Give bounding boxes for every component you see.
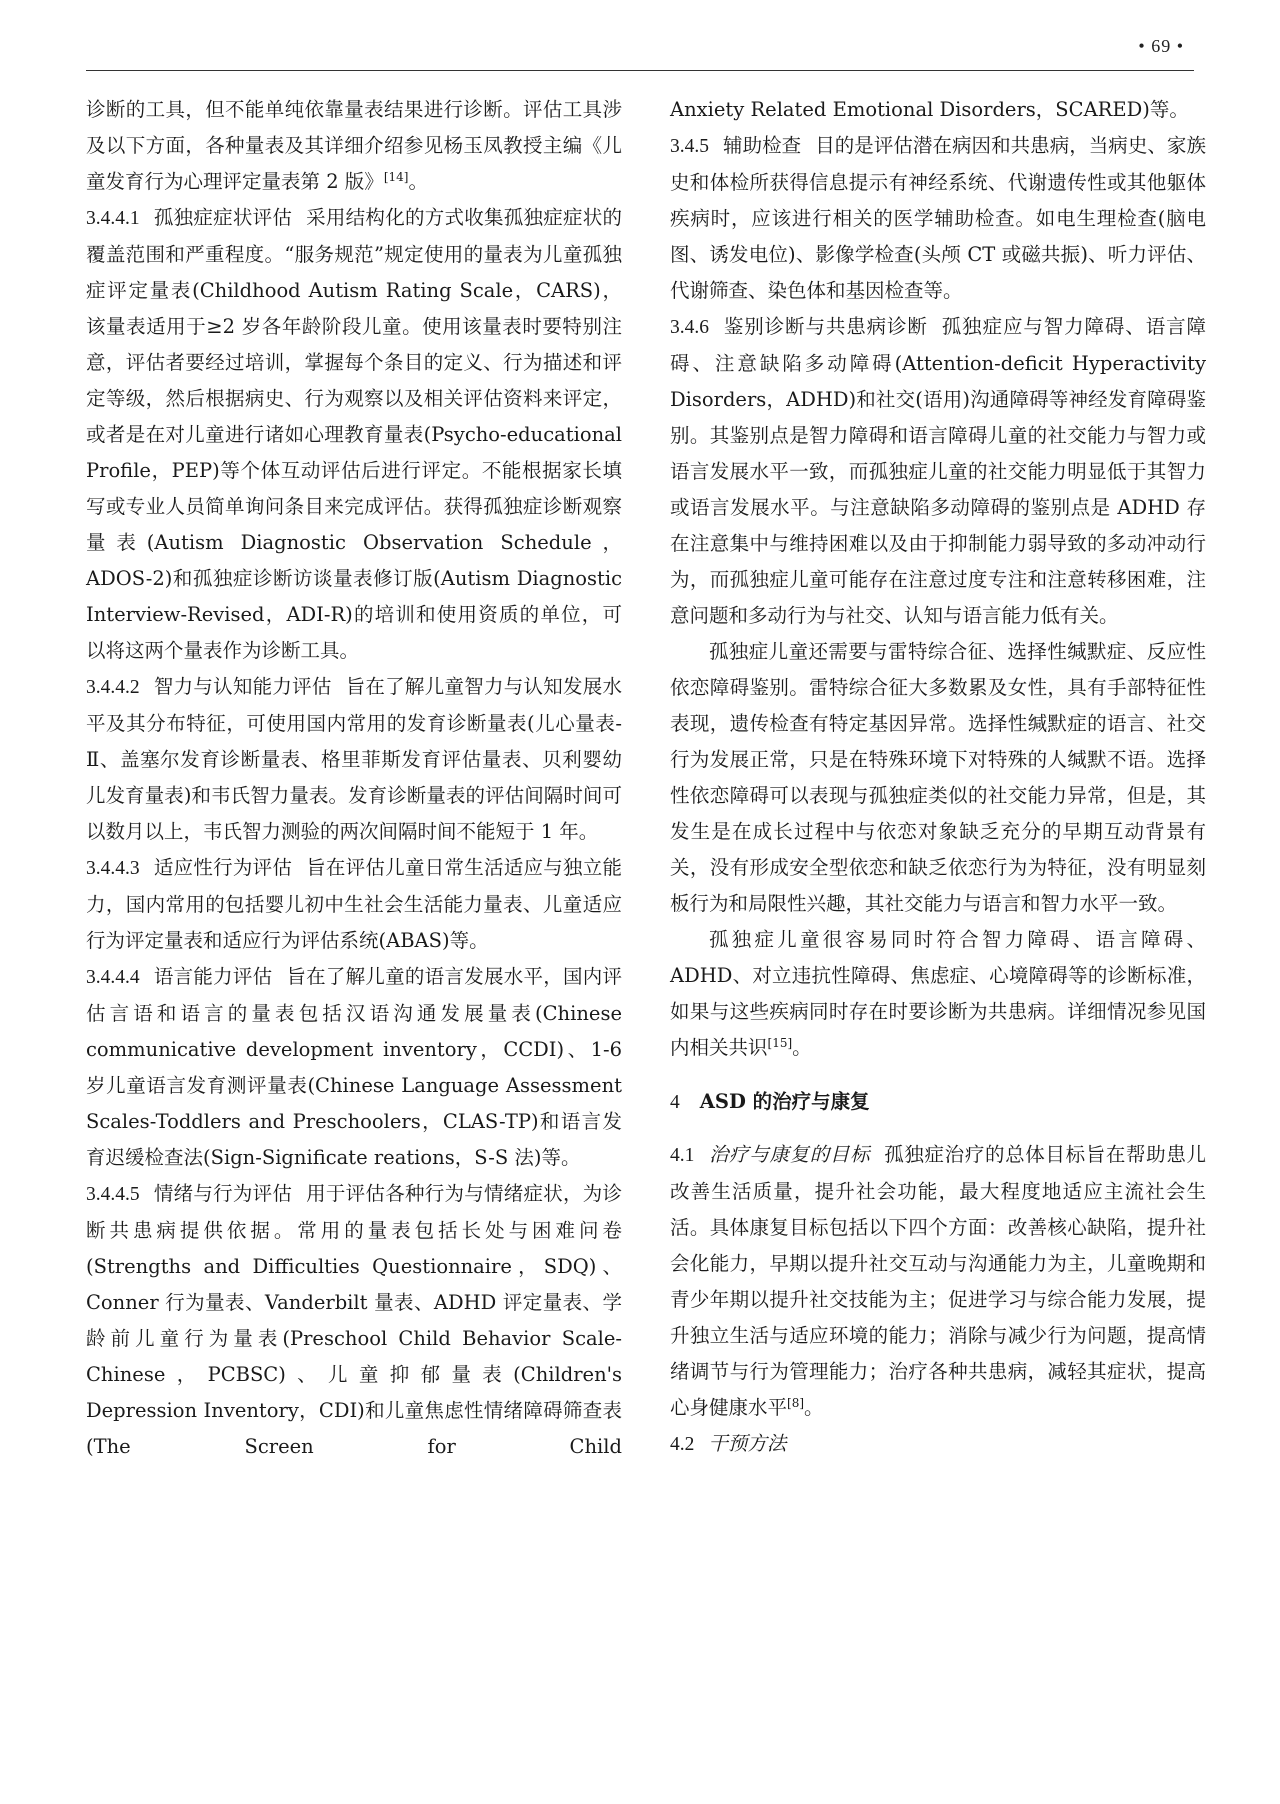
section-title: 治疗与康复的目标: [708, 1143, 871, 1166]
section-3-4-4-2: [86, 669, 622, 850]
section-text: 旨在评估儿童日常生活适应与独立能力，国内常用的包括婴儿初中生社会生活能力量表、儿童适应行为评定量表和适应行为评估系统(ABAS)等。: [86, 856, 622, 952]
section-text: 采用结构化的方式收集孤独症症状的覆盖范围和严重程度。“服务规范”规定使用的量表为儿童孤独症评定量表(Childhood Autism Rating Scale，CARS)，该量表适用于≥2 岁各年龄阶段儿童。使用该量表时要特别注意，评估者要经过培训，掌握每个条目的定义、行为描述和评定等级，然后根据病史、行为观察以及相关评估资料来评定，或者是在对儿童进行诸如心理教育量表(Psycho-educational Profile，PEP)等个体互动评估后进行评定。不能根据家长填写或专业人员简单询问条目来完成评估。获得孤独症诊断观察量表(Autism Diagnostic Observation Schedule，ADOS-2)和孤独症诊断访谈量表修订版(Autism Diagnostic Interview-Revised，ADI-R)的培训和使用资质的单位，可以将这两个量表作为诊断工具。: [86, 206, 622, 662]
section-number: 4.2: [670, 1434, 695, 1455]
section-number: 3.4.4.2: [86, 677, 140, 698]
section-number: 3.4.4.3: [86, 858, 140, 879]
section-4-1: 4.1 治疗与康复的目标 孤独症治疗的总体目标旨在帮助患儿改善生活质量，提升社会功能，最大程度地适应主流社会生活。具体康复目标包括以下四个方面：改善核心缺陷，提升社会化能力，早期以提升社交互动与沟通能力为主，儿童晚期和青少年期以提升社交技能为主；促进学习与综合能力发展，提升独立生活与适应环境的能力；消除与减少行为问题，提高情绪调节与行为管理能力；治疗各种共患病，减轻其症状，提高心身健康水平[8]。: [670, 1143, 1206, 1419]
section-number: 3.4.4.4: [86, 967, 140, 988]
paragraph-comorbidity: 孤独症儿童很容易同时符合智力障碍、语言障碍、ADHD、对立违抗性障碍、焦虑症、心境障碍等的诊断标准，如果与这些疾病同时存在时要诊断为共患病。详细情况参见国内相关共识[15]。: [670, 928, 1206, 1059]
section-3-4-4-4: [86, 959, 622, 1176]
right-column: [670, 92, 1206, 1463]
section-title: 语言能力评估: [153, 965, 273, 988]
section-3-4-4-5: [86, 1176, 622, 1465]
section-4-2: [670, 1426, 1206, 1463]
left-column: [86, 92, 622, 1465]
section-3-4-4-1: [86, 200, 622, 669]
section-3-4-5: [670, 128, 1206, 309]
section-3-4-6: [670, 309, 1206, 634]
section-title: 适应性行为评估: [153, 856, 293, 879]
citation: [15]: [767, 1036, 793, 1050]
section-title: 孤独症症状评估: [153, 206, 293, 229]
chapter-title: ASD 的治疗与康复: [699, 1090, 870, 1113]
section-title: 辅助检查: [723, 134, 802, 157]
section-text: 用于评估各种行为与情绪症状，为诊断共患病提供依据。常用的量表包括长处与困难问卷(Strengths and Difficulties Questionnaire，SDQ)、Conner 行为量表、Vanderbilt 量表、ADHD 评定量表、学龄前儿童行为量表(Preschool Child Behavior Scale-Chinese，PCBSC)、儿童抑郁量表(Children's Depression Inventory，CDI)和儿童焦虑性情绪障碍筛查表(The Screen for Child: [86, 1182, 622, 1458]
section-text: 目的是评估潜在病因和共患病，当病史、家族史和体检所获得信息提示有神经系统、代谢遗传性或其他躯体疾病时，应该进行相关的医学辅助检查。如电生理检查(脑电图、诱发电位)、影像学检查(头颅 CT 或磁共振)、听力评估、代谢筛查、染色体和基因检查等。: [670, 134, 1206, 302]
section-number: 3.4.5: [670, 136, 709, 157]
paragraph: 诊断的工具，但不能单纯依靠量表结果进行诊断。评估工具涉及以下方面，各种量表及其详细介绍参见杨玉凤教授主编《儿童发育行为心理评定量表第 2 版》[14]。: [86, 98, 622, 193]
section-number: 4.1: [670, 1145, 695, 1166]
section-text: 孤独症治疗的总体目标旨在帮助患儿改善生活质量，提升社会功能，最大程度地适应主流社会生活。具体康复目标包括以下四个方面：改善核心缺陷，提升社会化能力，早期以提升社交互动与沟通能力为主，儿童晚期和青少年期以提升社交技能为主；促进学习与综合能力发展，提升独立生活与适应环境的能力；消除与减少行为问题，提高情绪调节与行为管理能力；治疗各种共患病，减轻其症状，提高心身健康水平: [670, 1143, 1206, 1419]
section-text: 旨在了解儿童智力与认知发展水平及其分布特征，可使用国内常用的发育诊断量表(儿心量表-Ⅱ、盖塞尔发育诊断量表、格里菲斯发育评估量表、贝利婴幼儿发育量表)和韦氏智力量表。发育诊断量表的评估间隔时间可以数月以上，韦氏智力测验的两次间隔时间不能短于 1 年。: [86, 675, 622, 843]
header-rule: [86, 70, 1194, 71]
citation: [14]: [383, 170, 409, 184]
section-text: 孤独症应与智力障碍、语言障碍、注意缺陷多动障碍(Attention-deficit Hyperactivity Disorders，ADHD)和社交(语用)沟通障碍等神经发育障碍鉴别。其鉴别点是智力障碍和语言障碍儿童的社交能力与智力或语言发展水平一致，而孤独症儿童的社交能力明显低于其智力或语言发展水平。与注意缺陷多动障碍的鉴别点是 ADHD 存在注意集中与维持困难以及由于抑制能力弱导致的多动冲动行为，而孤独症儿童可能存在注意过度专注和注意转移困难，注意问题和多动行为与社交、认知与语言能力低有关。: [670, 315, 1206, 627]
section-title: 情绪与行为评估: [153, 1182, 293, 1205]
chapter-number: 4: [670, 1092, 680, 1113]
section-number: 3.4.4.5: [86, 1184, 140, 1205]
section-number: 3.4.6: [670, 317, 709, 338]
citation: [8]: [787, 1396, 805, 1410]
paragraph: Anxiety Related Emotional Disorders，SCARED)等。: [670, 98, 1189, 121]
chapter-heading: [670, 1084, 1206, 1121]
section-title: 干预方法: [708, 1432, 787, 1455]
section-title: 鉴别诊断与共患病诊断: [723, 315, 928, 338]
section-number: 3.4.4.1: [86, 208, 140, 229]
section-text: 旨在了解儿童的语言发展水平，国内评估言语和语言的量表包括汉语沟通发展量表(Chinese communicative development inventory，CCDI)、1-6 岁儿童语言发育测评量表(Chinese Language Assessment Scales-Toddlers and Preschoolers，CLAS-TP)和语言发育迟缓检查法(Sign-Significate reations，S-S 法)等。: [86, 965, 622, 1169]
paragraph-differential: 孤独症儿童还需要与雷特综合征、选择性缄默症、反应性依恋障碍鉴别。雷特综合征大多数累及女性，具有手部特征性表现，遗传检查有特定基因异常。选择性缄默症的语言、社交行为发展正常，只是在特殊环境下对特殊的人缄默不语。选择性依恋障碍可以表现与孤独症类似的社交能力异常，但是，其发生是在成长过程中与依恋对象缺乏充分的早期互动背景有关，没有形成安全型依恋和缺乏依恋行为为特征，没有明显刻板行为和局限性兴趣，其社交能力与语言和智力水平一致。: [670, 640, 1206, 915]
section-3-4-4-3: [86, 850, 622, 959]
page-number: • 69 •: [1138, 36, 1184, 56]
section-title: 智力与认知能力评估: [153, 675, 332, 698]
